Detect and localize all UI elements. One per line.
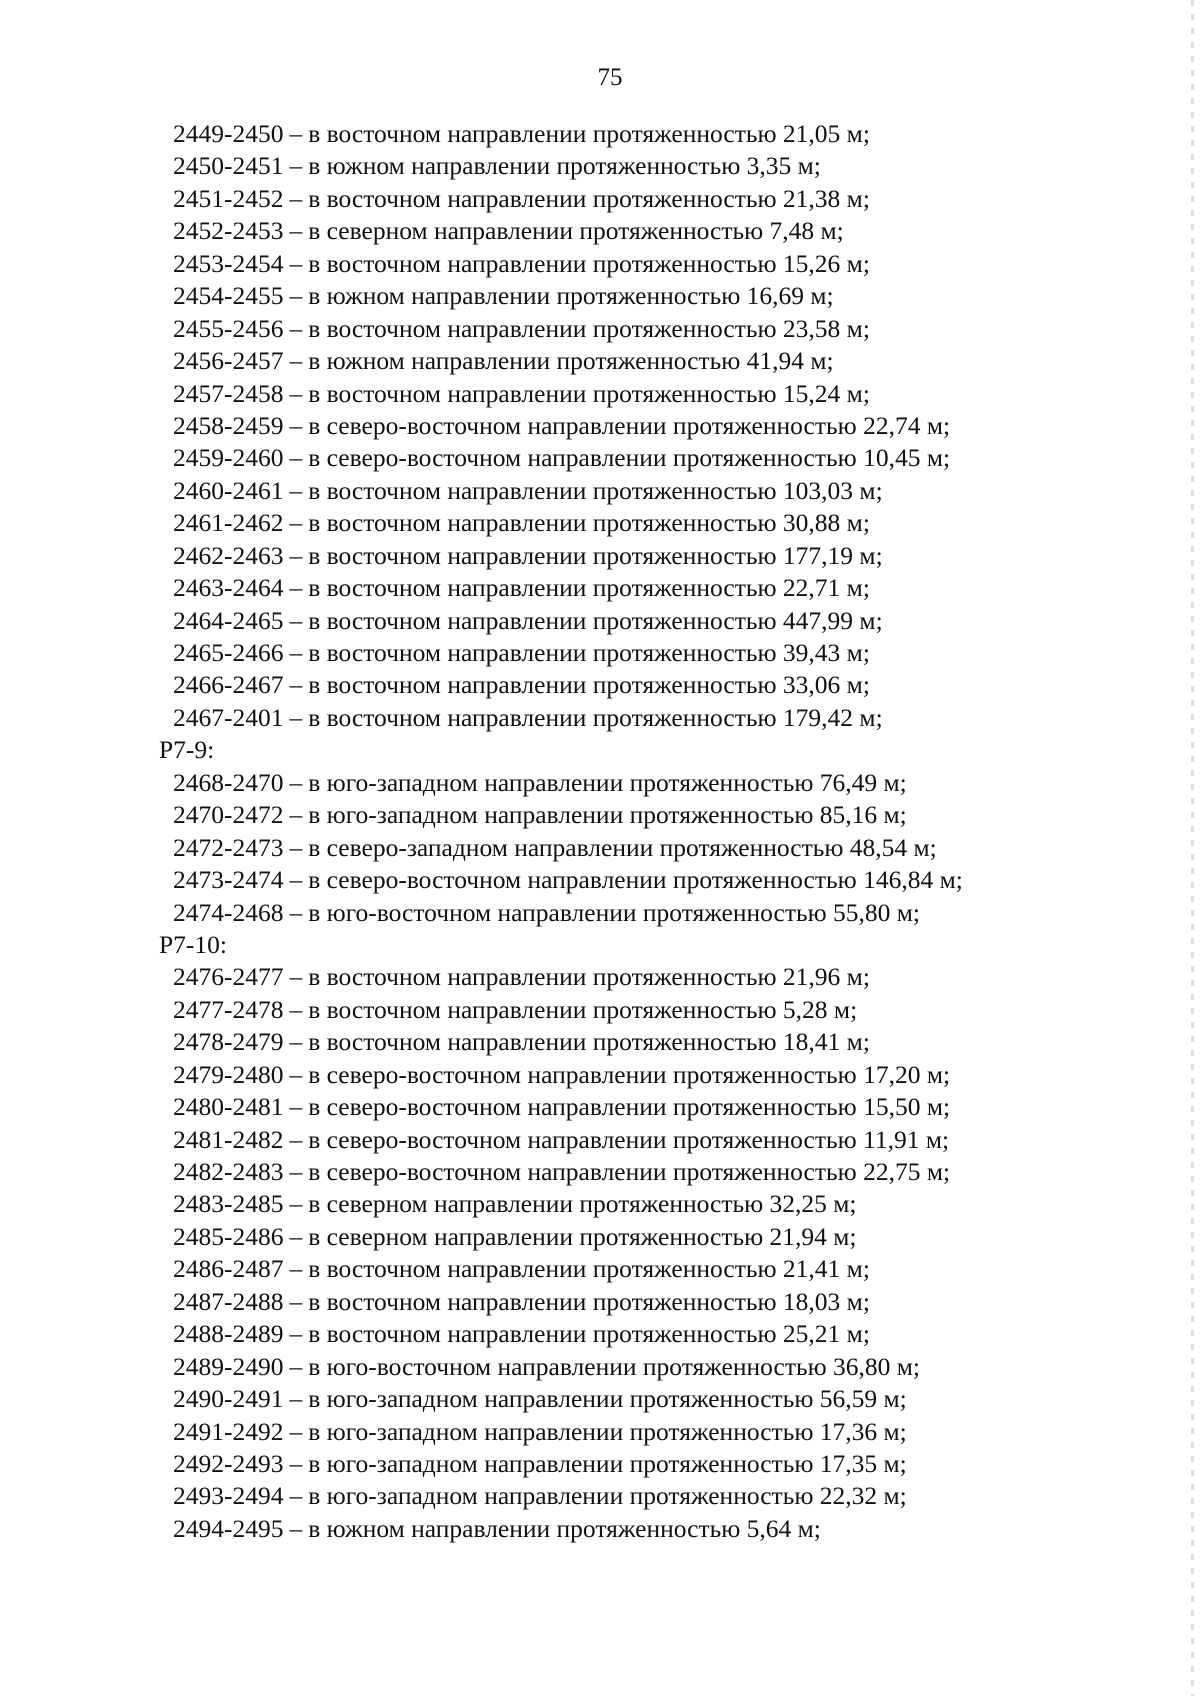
- segment-range: 2493-2494: [173, 1481, 284, 1511]
- section-heading-text: Р7-9:: [159, 735, 215, 765]
- segment-line: [0, 637, 1200, 669]
- segment-range: 2494-2495: [173, 1513, 284, 1543]
- segment-description: в юго-западном направлении протяженностью 17,35 м;: [308, 1448, 907, 1478]
- segment-dash: –: [289, 962, 303, 992]
- segment-description: в северо-восточном направлении протяженностью 22,75 м;: [308, 1157, 951, 1186]
- segment-line: [0, 1156, 1200, 1188]
- page-number: 75: [597, 64, 623, 91]
- segment-line: [0, 1513, 1200, 1545]
- segment-description: в северо-восточном направлении протяженностью 146,84 м;: [308, 865, 963, 895]
- segment-range: 2481-2482: [173, 1124, 284, 1154]
- segment-line: [0, 1188, 1200, 1220]
- segment-range: 2490-2491: [173, 1384, 284, 1414]
- section-heading-text: Р7-10:: [159, 929, 228, 959]
- segment-description: в юго-западном направлении протяженностью 76,49 м;: [308, 767, 907, 797]
- segment-range: 2491-2492: [173, 1416, 284, 1446]
- segment-line: [0, 345, 1200, 377]
- segment-description: в юго-западном направлении протяженностью 17,36 м;: [308, 1416, 907, 1446]
- segment-dash: –: [289, 1416, 303, 1446]
- segment-range: 2476-2477: [173, 962, 284, 992]
- segment-dash: –: [289, 281, 303, 311]
- segment-range: 2470-2472: [173, 800, 284, 830]
- segment-range: 2486-2487: [173, 1254, 284, 1284]
- segment-line: [0, 1318, 1200, 1350]
- segment-range: 2487-2488: [173, 1286, 284, 1316]
- segment-range: 2461-2462: [173, 508, 284, 538]
- segment-dash: –: [289, 1481, 303, 1511]
- segment-line: [0, 410, 1200, 442]
- segment-range: 2463-2464: [173, 573, 284, 603]
- segment-range: 2458-2459: [173, 410, 284, 440]
- segment-description: в северо-западном направлении протяженностью 48,54 м;: [308, 832, 937, 862]
- segment-line: [0, 118, 1200, 150]
- segment-dash: –: [289, 119, 303, 148]
- segment-description: в юго-восточном направлении протяженностью 36,80 м;: [308, 1351, 921, 1381]
- segment-description: в северо-восточном направлении протяженностью 15,50 м;: [308, 1092, 951, 1122]
- segment-dash: –: [289, 832, 303, 862]
- segment-description: в южном направлении протяженностью 3,35 м;: [308, 151, 821, 181]
- segment-dash: –: [289, 1319, 303, 1349]
- segment-description: в северном направлении протяженностью 21,94 м;: [308, 1221, 857, 1251]
- segment-line: [0, 669, 1200, 701]
- segment-dash: –: [289, 897, 303, 927]
- segment-line: [0, 572, 1200, 604]
- segment-dash: –: [289, 1124, 303, 1154]
- section-heading: [0, 734, 1200, 766]
- segment-dash: –: [289, 1189, 303, 1219]
- segment-range: 2456-2457: [173, 346, 284, 376]
- segment-line: [0, 215, 1200, 247]
- segment-dash: –: [289, 216, 303, 246]
- segment-line: [0, 475, 1200, 507]
- segment-dash: –: [289, 1384, 303, 1414]
- segment-line: [0, 507, 1200, 539]
- segment-dash: –: [289, 1351, 303, 1381]
- segment-description: в юго-западном направлении протяженностью 85,16 м;: [308, 800, 907, 830]
- segment-dash: –: [289, 475, 303, 505]
- segment-dash: –: [289, 1286, 303, 1316]
- segment-line: [0, 1253, 1200, 1285]
- segment-range: 2474-2468: [173, 897, 284, 927]
- segment-range: 2479-2480: [173, 1059, 284, 1089]
- segment-dash: –: [289, 702, 303, 732]
- segment-dash: –: [289, 183, 303, 213]
- segment-description: в восточном направлении протяженностью 25,21 м;: [308, 1319, 870, 1349]
- segment-line: [0, 1026, 1200, 1058]
- section-heading: [0, 929, 1200, 961]
- segment-dash: –: [289, 767, 303, 797]
- segment-line: [0, 1448, 1200, 1480]
- segment-range: 2467-2401: [173, 702, 284, 732]
- segment-description: в восточном направлении протяженностью 21,05 м;: [308, 119, 870, 148]
- segment-range: 2450-2451: [173, 151, 284, 181]
- segment-range: 2492-2493: [173, 1448, 284, 1478]
- segment-line: [0, 280, 1200, 312]
- segment-line: [0, 897, 1200, 929]
- segment-description: в восточном направлении протяженностью 23,58 м;: [308, 313, 870, 343]
- segment-dash: –: [289, 994, 303, 1024]
- segment-range: 2464-2465: [173, 605, 284, 635]
- segment-line: [0, 1286, 1200, 1318]
- segment-range: 2472-2473: [173, 832, 284, 862]
- segment-dash: –: [289, 1027, 303, 1057]
- segment-range: 2462-2463: [173, 540, 284, 570]
- segment-line: [0, 767, 1200, 799]
- segment-range: 2473-2474: [173, 865, 284, 895]
- segment-description: в восточном направлении протяженностью 18,41 м;: [308, 1027, 870, 1057]
- segment-dash: –: [289, 605, 303, 635]
- segment-range: 2452-2453: [173, 216, 284, 246]
- segment-description: в южном направлении протяженностью 5,64 м;: [308, 1513, 821, 1543]
- segment-dash: –: [289, 1221, 303, 1251]
- segment-description: в восточном направлении протяженностью 21,38 м;: [308, 183, 870, 213]
- segment-line: [0, 1221, 1200, 1253]
- segment-range: 2482-2483: [173, 1157, 284, 1186]
- segment-description: в южном направлении протяженностью 41,94 м;: [308, 346, 834, 376]
- segment-dash: –: [289, 670, 303, 700]
- segment-description: в восточном направлении протяженностью 179,42 м;: [308, 702, 883, 732]
- segment-range: 2485-2486: [173, 1221, 284, 1251]
- segment-range: 2488-2489: [173, 1319, 284, 1349]
- segment-dash: –: [289, 1092, 303, 1122]
- segment-line: [0, 1091, 1200, 1123]
- segment-description: в северо-восточном направлении протяженностью 10,45 м;: [308, 443, 951, 473]
- segment-dash: –: [289, 508, 303, 538]
- segment-description: в восточном направлении протяженностью 21,96 м;: [308, 962, 870, 992]
- boundary-segment-list: [0, 118, 1200, 1545]
- segment-line: [0, 605, 1200, 637]
- segment-dash: –: [289, 313, 303, 343]
- segment-description: в юго-западном направлении протяженностью 56,59 м;: [308, 1384, 907, 1414]
- segment-line: [0, 378, 1200, 410]
- segment-description: в восточном направлении протяженностью 177,19 м;: [308, 540, 883, 570]
- scan-edge-artifact: [1191, 0, 1194, 1696]
- segment-description: в восточном направлении протяженностью 15,24 м;: [308, 378, 870, 408]
- segment-dash: –: [289, 248, 303, 278]
- segment-line: [0, 540, 1200, 572]
- segment-description: в восточном направлении протяженностью 103,03 м;: [308, 475, 883, 505]
- segment-line: [0, 799, 1200, 831]
- segment-line: [0, 961, 1200, 993]
- segment-description: в северо-восточном направлении протяженностью 11,91 м;: [308, 1124, 950, 1154]
- segment-range: 2466-2467: [173, 670, 284, 700]
- segment-description: в восточном направлении протяженностью 39,43 м;: [308, 638, 870, 667]
- segment-line: [0, 994, 1200, 1026]
- segment-range: 2489-2490: [173, 1351, 284, 1381]
- segment-range: 2468-2470: [173, 767, 284, 797]
- segment-line: [0, 183, 1200, 215]
- segment-description: в южном направлении протяженностью 16,69 м;: [308, 281, 834, 311]
- segment-dash: –: [289, 1157, 303, 1186]
- segment-range: 2454-2455: [173, 281, 284, 311]
- segment-dash: –: [289, 800, 303, 830]
- segment-line: [0, 702, 1200, 734]
- segment-dash: –: [289, 638, 303, 667]
- segment-line: [0, 1416, 1200, 1448]
- segment-range: 2451-2452: [173, 183, 284, 213]
- segment-description: в северном направлении протяженностью 7,48 м;: [308, 216, 844, 246]
- segment-line: [0, 1351, 1200, 1383]
- segment-description: в восточном направлении протяженностью 447,99 м;: [308, 605, 883, 635]
- segment-line: [0, 1480, 1200, 1512]
- segment-range: 2455-2456: [173, 313, 284, 343]
- segment-description: в северном направлении протяженностью 32,25 м;: [308, 1189, 857, 1219]
- segment-description: в северо-восточном направлении протяженностью 17,20 м;: [308, 1059, 951, 1089]
- segment-dash: –: [289, 378, 303, 408]
- segment-description: в восточном направлении протяженностью 22,71 м;: [308, 573, 870, 603]
- segment-line: [0, 1059, 1200, 1091]
- segment-dash: –: [289, 410, 303, 440]
- segment-dash: –: [289, 865, 303, 895]
- segment-range: 2480-2481: [173, 1092, 284, 1122]
- segment-dash: –: [289, 346, 303, 376]
- segment-description: в юго-восточном направлении протяженностью 55,80 м;: [308, 897, 921, 927]
- segment-line: [0, 150, 1200, 182]
- segment-description: в восточном направлении протяженностью 30,88 м;: [308, 508, 870, 538]
- segment-description: в юго-западном направлении протяженностью 22,32 м;: [308, 1481, 907, 1511]
- segment-range: 2459-2460: [173, 443, 284, 473]
- segment-description: в восточном направлении протяженностью 18,03 м;: [308, 1286, 870, 1316]
- segment-range: 2449-2450: [173, 119, 284, 148]
- segment-range: 2477-2478: [173, 994, 284, 1024]
- segment-dash: –: [289, 1448, 303, 1478]
- segment-dash: –: [289, 1059, 303, 1089]
- segment-dash: –: [289, 573, 303, 603]
- segment-description: в восточном направлении протяженностью 21,41 м;: [308, 1254, 870, 1284]
- segment-line: [0, 832, 1200, 864]
- segment-dash: –: [289, 1513, 303, 1543]
- segment-dash: –: [289, 151, 303, 181]
- segment-line: [0, 313, 1200, 345]
- segment-line: [0, 442, 1200, 474]
- segment-range: 2465-2466: [173, 638, 284, 667]
- segment-description: в северо-восточном направлении протяженностью 22,74 м;: [308, 410, 951, 440]
- segment-dash: –: [289, 443, 303, 473]
- segment-description: в восточном направлении протяженностью 15,26 м;: [308, 248, 870, 278]
- segment-line: [0, 1124, 1200, 1156]
- segment-range: 2460-2461: [173, 475, 284, 505]
- segment-description: в восточном направлении протяженностью 5,28 м;: [308, 994, 858, 1024]
- segment-range: 2483-2485: [173, 1189, 284, 1219]
- segment-line: [0, 864, 1200, 896]
- segment-dash: –: [289, 540, 303, 570]
- segment-range: 2478-2479: [173, 1027, 284, 1057]
- segment-line: [0, 1383, 1200, 1415]
- segment-description: в восточном направлении протяженностью 33,06 м;: [308, 670, 870, 700]
- segment-range: 2453-2454: [173, 248, 284, 278]
- segment-line: [0, 248, 1200, 280]
- segment-range: 2457-2458: [173, 378, 284, 408]
- segment-dash: –: [289, 1254, 303, 1284]
